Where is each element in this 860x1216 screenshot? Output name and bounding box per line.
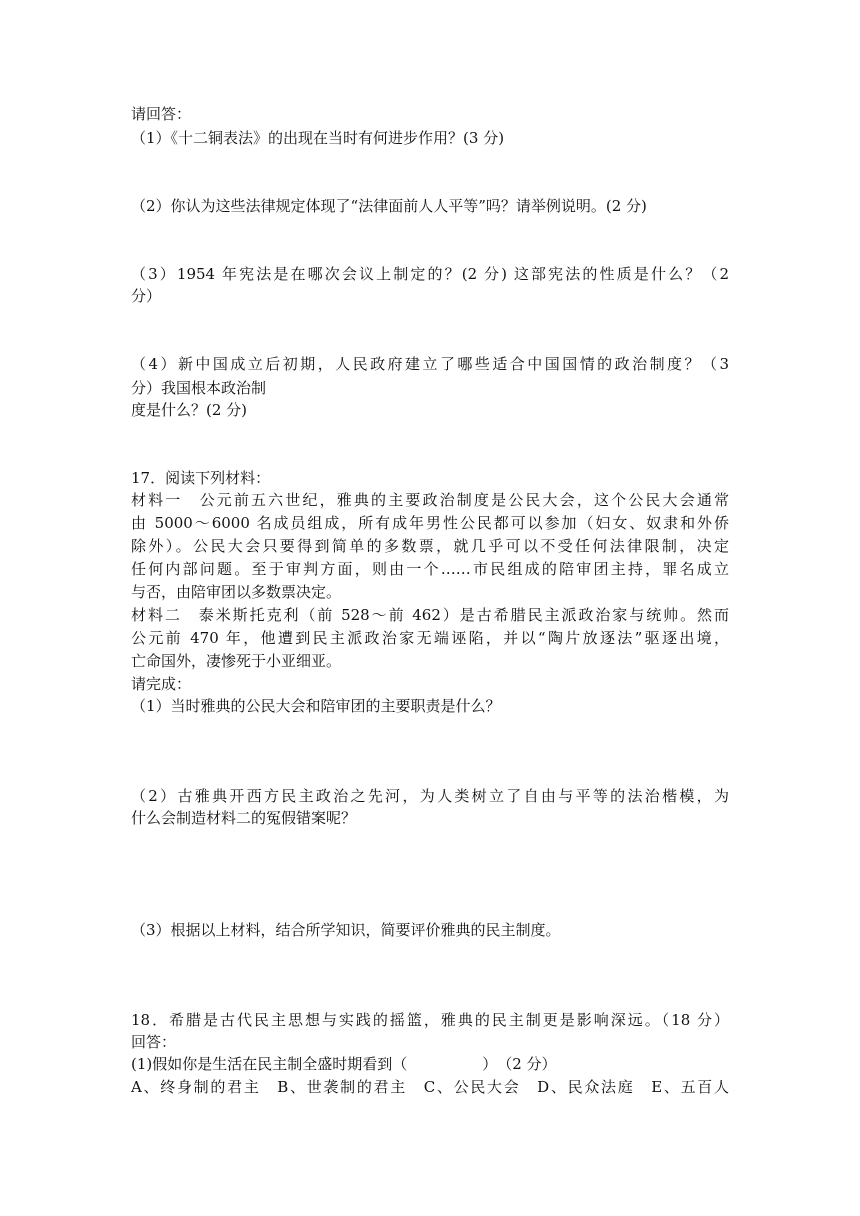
q17-material1-line1: 材料一 公元前五六世纪，雅典的主要政治制度是公民大会，这个公民大会通常 <box>131 491 729 509</box>
q18-heading: 18．希腊是古代民主思想与实践的摇篮，雅典的民主制更是影响深远。（18 分） <box>131 1011 729 1029</box>
q17-question-1: （1）当时雅典的公民大会和陪审团的主要职责是什么？ <box>131 697 501 715</box>
q17-material1-line2: 由 5000～6000 名成员组成，所有成年男性公民都可以参加（妇女、奴隶和外侨 <box>131 514 729 532</box>
q17-material2-line2: 公元前 470 年，他遭到民主派政治家无端诬陷，并以“陶片放逐法”驱逐出境， <box>131 629 729 647</box>
q16-question-3-line1: （3）1954 年宪法是在哪次会议上制定的？(2 分) 这部宪法的性质是什么？（2 <box>131 265 729 283</box>
q16-question-4-line3: 度是什么？(2 分) <box>131 401 248 419</box>
q17-material2-line3: 亡命国外，凄惨死于小亚细亚。 <box>131 652 342 670</box>
q16-question-2: （2）你认为这些法律规定体现了“法律面前人人平等”吗？请举例说明。(2 分) <box>131 197 647 215</box>
q17-material2-line1: 材料二 泰米斯托克利（前 528～前 462）是古希腊民主派政治家与统帅。然而 <box>131 606 729 624</box>
q16-question-4-line2: 分）我国根本政治制 <box>131 379 267 397</box>
q16-question-3-line2: 分） <box>131 287 162 305</box>
q17-heading: 17．阅读下列材料： <box>131 469 271 487</box>
q17-question-2-line1: （2）古雅典开西方民主政治之先河，为人类树立了自由与平等的法治楷模，为 <box>131 787 729 805</box>
q17-material1-line5: 与否，由陪审团以多数票决定。 <box>131 583 342 601</box>
q16-question-4-line1: （4）新中国成立后初期，人民政府建立了哪些适合中国国情的政治制度？（3 <box>131 355 729 373</box>
q17-question-3: （3）根据以上材料，结合所学知识，简要评价雅典的民主制度。 <box>131 921 561 939</box>
q18-answer-label: 回答： <box>131 1033 177 1051</box>
q17-material1-line4: 任何内部问题。至于审判方面，则由一个……市民组成的陪审团主持，罪名成立 <box>131 560 729 578</box>
q16-intro: 请回答： <box>131 105 192 123</box>
q17-question-2-line2: 什么会制造材料二的冤假错案呢？ <box>131 809 357 827</box>
q18-question-1: (1)假如你是生活在民主制全盛时期看到（ ） （2 分） <box>131 1055 557 1073</box>
q17-prompt: 请完成： <box>131 675 192 693</box>
q18-options: A、终身制的君主 B、世袭制的君主 C、公民大会 D、民众法庭 E、五百人 <box>131 1078 729 1096</box>
q16-question-1: （1）《十二铜表法》的出现在当时有何进步作用？(3 分) <box>131 129 505 147</box>
q17-material1-line3: 除外）。公民大会只要得到简单的多数票，就几乎可以不受任何法律限制，决定 <box>131 537 729 555</box>
